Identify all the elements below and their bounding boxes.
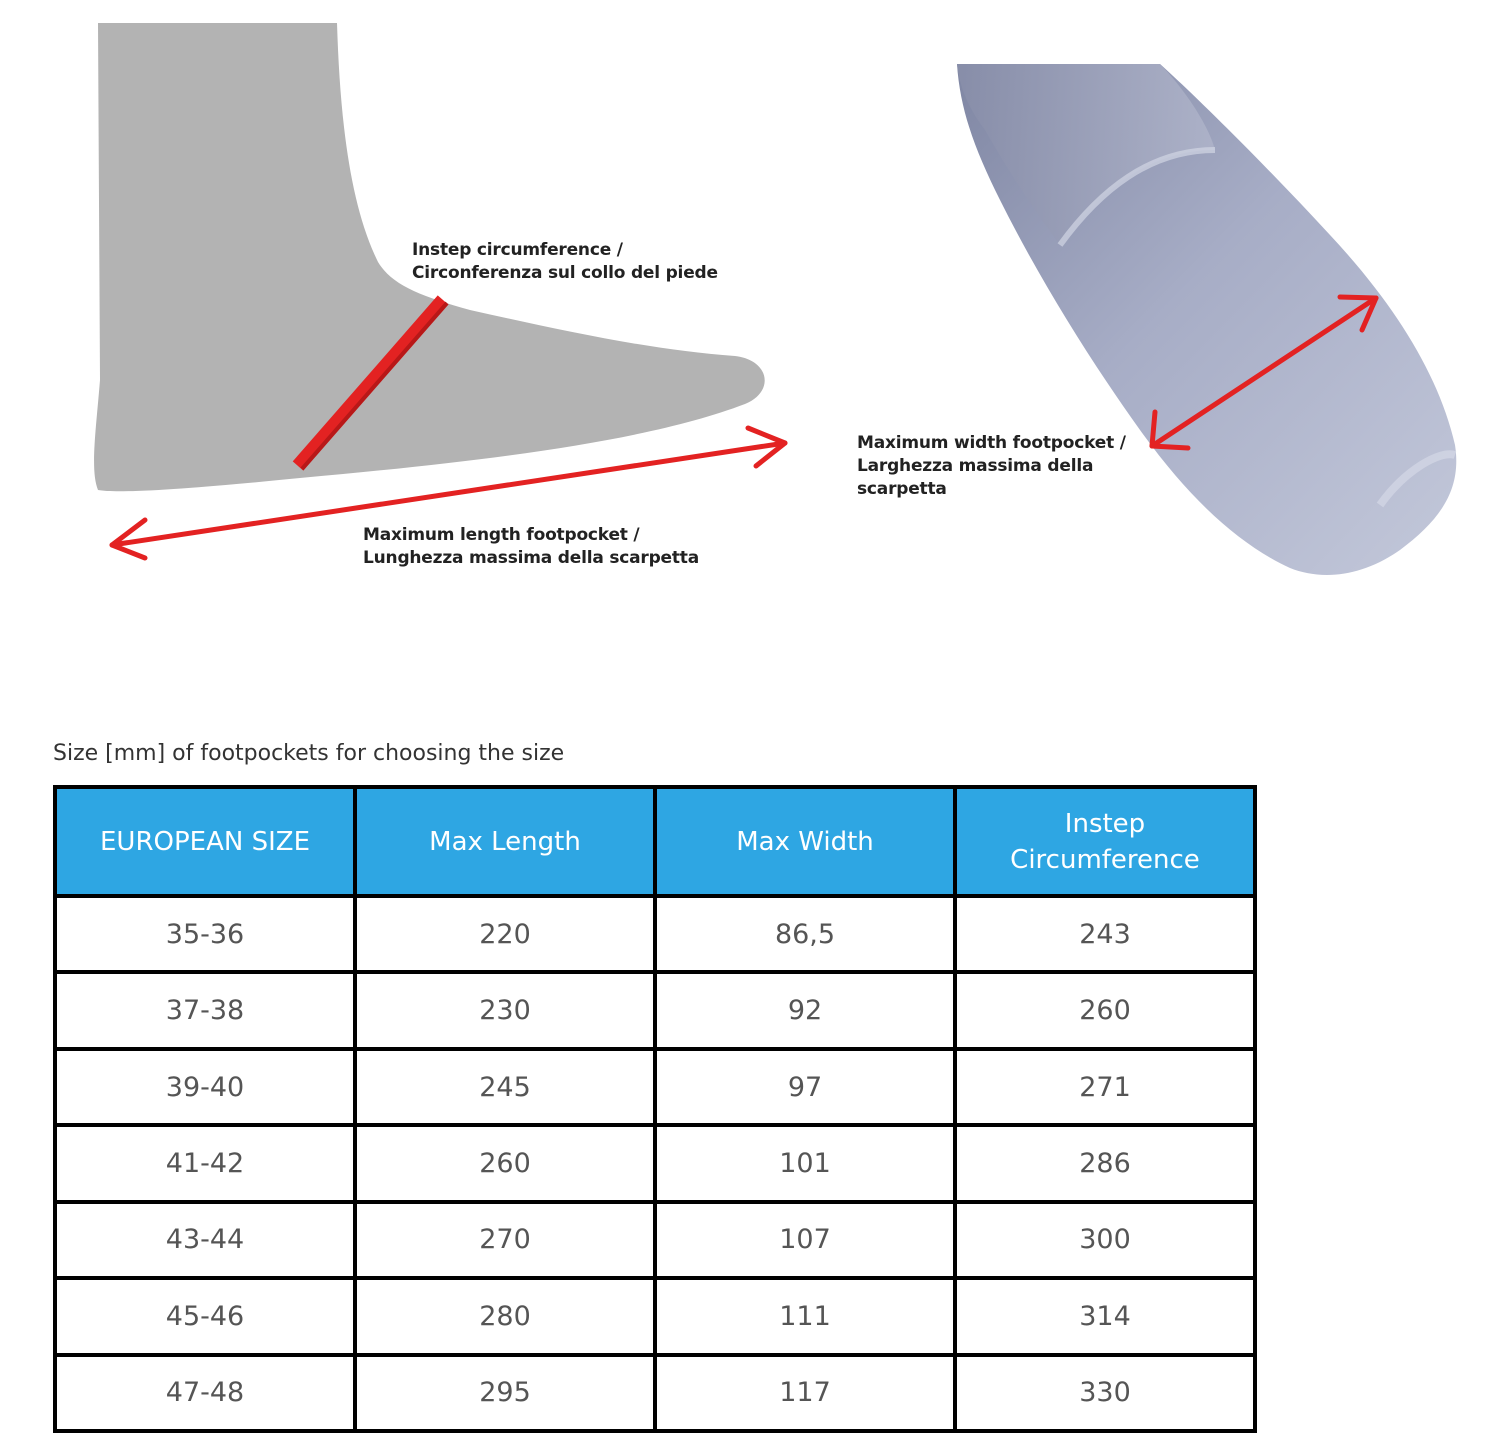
table-header-row: [55, 787, 1255, 896]
table-row: [55, 896, 1255, 972]
cell-instep-circumference: 314: [955, 1278, 1255, 1354]
cell-instep-circumference: 243: [955, 896, 1255, 972]
table-row: [55, 1355, 1255, 1431]
cell-max-width: 97: [655, 1049, 955, 1125]
table-row: [55, 1202, 1255, 1278]
cell-instep-circumference: 271: [955, 1049, 1255, 1125]
cell-instep-circumference: 286: [955, 1125, 1255, 1201]
cell-european-size: 45-46: [55, 1278, 355, 1354]
width-label-it-2: scarpetta: [857, 479, 947, 499]
cell-max-width: 92: [655, 972, 955, 1048]
instep-label-en: Instep circumference /: [412, 240, 623, 260]
table-row: [55, 1049, 1255, 1125]
cell-european-size: 35-36: [55, 896, 355, 972]
cell-max-length: 220: [355, 896, 655, 972]
cell-max-length: 245: [355, 1049, 655, 1125]
cell-european-size: 37-38: [55, 972, 355, 1048]
cell-max-width: 86,5: [655, 896, 955, 972]
size-table: [53, 785, 1257, 1433]
cell-european-size: 41-42: [55, 1125, 355, 1201]
table-row: [55, 1278, 1255, 1354]
instep-label-it: Circonferenza sul collo del piede: [412, 263, 718, 283]
header-european-size: EUROPEAN SIZE: [55, 787, 355, 896]
cell-instep-circumference: 330: [955, 1355, 1255, 1431]
cell-max-width: 101: [655, 1125, 955, 1201]
table-caption: Size [mm] of footpockets for choosing the size: [53, 741, 565, 766]
cell-max-length: 280: [355, 1278, 655, 1354]
header-max-length: Max Length: [355, 787, 655, 896]
cell-max-length: 270: [355, 1202, 655, 1278]
cell-instep-circumference: 300: [955, 1202, 1255, 1278]
table-row: [55, 972, 1255, 1048]
cell-max-length: 295: [355, 1355, 655, 1431]
cell-max-width: 117: [655, 1355, 955, 1431]
cell-european-size: 43-44: [55, 1202, 355, 1278]
length-label-it: Lunghezza massima della scarpetta: [363, 548, 699, 568]
table-row: [55, 1125, 1255, 1201]
cell-max-width: 107: [655, 1202, 955, 1278]
width-annotation: [857, 432, 1126, 501]
length-label-en: Maximum length footpocket /: [363, 525, 640, 545]
width-label-en: Maximum width footpocket /: [857, 433, 1126, 453]
length-annotation: [363, 524, 699, 570]
cell-max-length: 230: [355, 972, 655, 1048]
cell-max-width: 111: [655, 1278, 955, 1354]
cell-instep-circumference: 260: [955, 972, 1255, 1048]
cell-european-size: 47-48: [55, 1355, 355, 1431]
header-max-width: Max Width: [655, 787, 955, 896]
measurement-illustrations: [0, 0, 1506, 640]
instep-annotation: [412, 239, 718, 285]
cell-max-length: 260: [355, 1125, 655, 1201]
footpocket-measurement-figure: [0, 0, 1506, 640]
header-instep-circumference: Instep Circumference: [955, 787, 1255, 896]
width-label-it-1: Larghezza massima della: [857, 456, 1094, 476]
cell-european-size: 39-40: [55, 1049, 355, 1125]
